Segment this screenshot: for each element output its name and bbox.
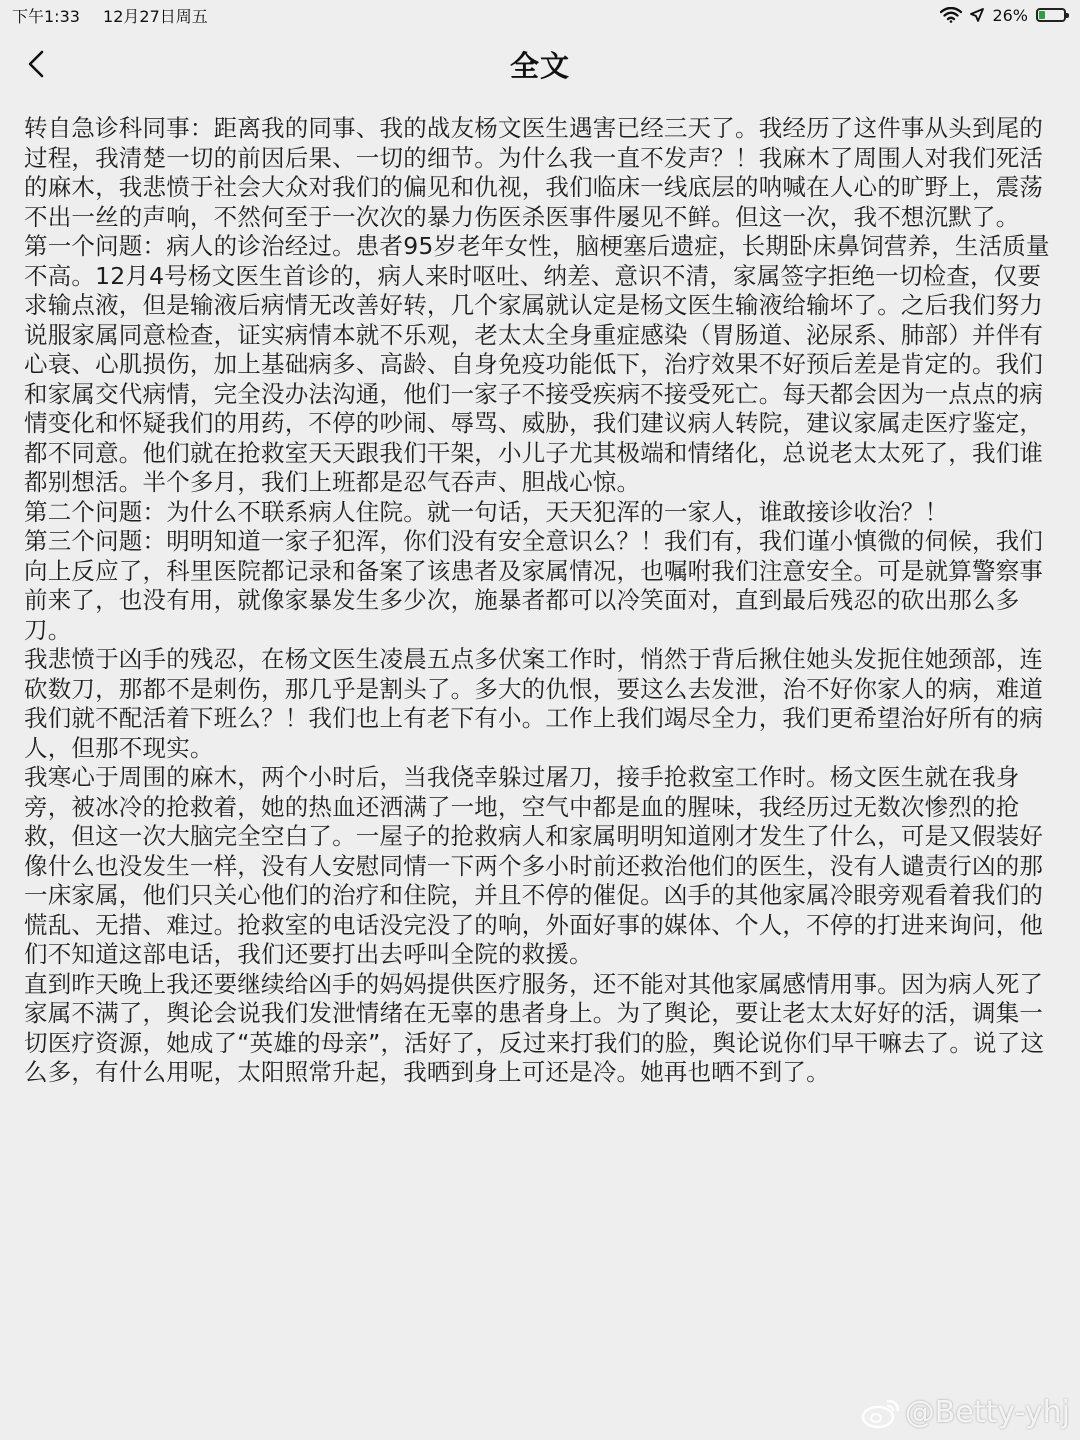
page-title: 全文 <box>509 49 570 83</box>
article-paragraph: 第三个问题：明明知道一家子犯浑，你们没有安全意识么？！我们有，我们谨小慎微的伺候，我们向上反应了，科里医院都记录和备案了该患者及家属情况，也嘱咐我们注意安全。可是就算警察事前来了，也没有用，就像家暴发生多少次，施暴者都可以冷笑面对，直到最后残忍的砍出那么多刀。 <box>24 527 1044 644</box>
battery-percent: 26% <box>992 5 1028 25</box>
status-time: 下午1:33 <box>12 7 80 26</box>
battery-level <box>1039 11 1045 19</box>
nav-bar <box>0 30 1080 96</box>
status-date: 12月27日周五 <box>103 7 208 26</box>
status-indicators <box>940 3 1066 27</box>
location-icon <box>970 8 984 22</box>
watermark <box>861 1395 1070 1430</box>
article-paragraph: 我悲愤于凶手的残忍，在杨文医生凌晨五点多伏案工作时，悄然于背后揪住她头发扼住她颈部，连砍数刀，那都不是刺伤，那几乎是割头了。多大的仇恨，要这么去发泄，治不好你家人的病，难道我们就不配活着下班么？！我们也上有老下有小。工作上我们竭尽全力，我们更希望治好所有的病人，但那不现实。 <box>24 645 1044 762</box>
status-time-date <box>12 4 226 27</box>
article-body <box>24 114 1056 1088</box>
weibo-logo-icon <box>861 1397 901 1429</box>
article-paragraph: 第二个问题：为什么不联系病人住院。就一句话，天天犯浑的一家人，谁敢接诊收治？！ <box>24 497 949 526</box>
article-paragraph: 我寒心于周围的麻木，两个小时后，当我侥幸躲过屠刀，接手抢救室工作时。杨文医生就在我身旁，被冰冷的抢救着，她的热血还洒满了一地，空气中都是血的腥味，我经历过无数次惨烈的抢救，但这一次大脑完全空白了。一屋子的抢救病人和家属明明知道刚才发生了什么，可是又假装好像什么也没发生一样，没有人安慰同情一下两个多小时前还救治他们的医生，没有人谴责行凶的那一床家属，他们只关心他们的治疗和住院，并且不停的催促。凶手的其他家属冷眼旁观看着我们的慌乱、无措、难过。抢救室的电话没完没了的响，外面好事的媒体、个人，不停的打进来询问，他们不知道这部电话，我们还要打出去呼叫全院的救援。 <box>24 763 1044 968</box>
article-paragraph: 转自急诊科同事：距离我的同事、我的战友杨文医生遇害已经三天了。我经历了这件事从头到尾的过程，我清楚一切的前因后果、一切的细节。为什么我一直不发声？！我麻木了周围人对我们死活的麻木，我悲愤于社会大众对我们的偏见和仇视，我们临床一线底层的呐喊在人心的旷野上，震荡不出一丝的声响，不然何至于一次次的暴力伤医杀医事件屡见不鲜。但这一次，我不想沉默了。 <box>24 114 1044 231</box>
article-paragraph: 第一个问题：病人的诊治经过。患者95岁老年女性，脑梗塞后遗症，长期卧床鼻饲营养，生活质量不高。12月4号杨文医生首诊的，病人来时呕吐、纳差、意识不清，家属签字拒绝一切检查，仅要求输点液，但是输液后病情无改善好转，几个家属就认定是杨文医生输液给输坏了。之后我们努力说服家属同意检查，证实病情本就不乐观，老太太全身重症感染（胃肠道、泌尿系、肺部）并伴有心衰、心肌损伤，加上基础病多、高龄、自身免疫功能低下，治疗效果不好预后差是肯定的。我们和家属交代病情，完全没办法沟通，他们一家子不接受疾病不接受死亡。每天都会因为一点点的病情变化和怀疑我们的用药，不停的吵闹、辱骂、威胁，我们建议病人转院，建议家属走医疗鉴定，都不同意。他们就在抢救室天天跟我们干架，小儿子尤其极端和情绪化，总说老太太死了，我们谁都别想活。半个多月，我们上班都是忍气吞声、胆战心惊。 <box>24 232 1050 496</box>
article-paragraph: 直到昨天晚上我还要继续给凶手的妈妈提供医疗服务，还不能对其他家属感情用事。因为病人死了家属不满了，舆论会说我们发泄情绪在无辜的患者身上。为了舆论，要让老太太好好的活，调集一切医疗资源，她成了“英雄的母亲”，活好了，反过来打我们的脸，舆论说你们早干嘛去了。说了这么多，有什么用呢，太阳照常升起，我晒到身上可还是冷。她再也晒不到了。 <box>24 969 1045 1086</box>
watermark-text: @Betty-yhj <box>904 1395 1070 1430</box>
status-bar <box>0 0 1080 30</box>
battery-icon <box>1036 8 1066 22</box>
wifi-icon <box>940 7 962 23</box>
